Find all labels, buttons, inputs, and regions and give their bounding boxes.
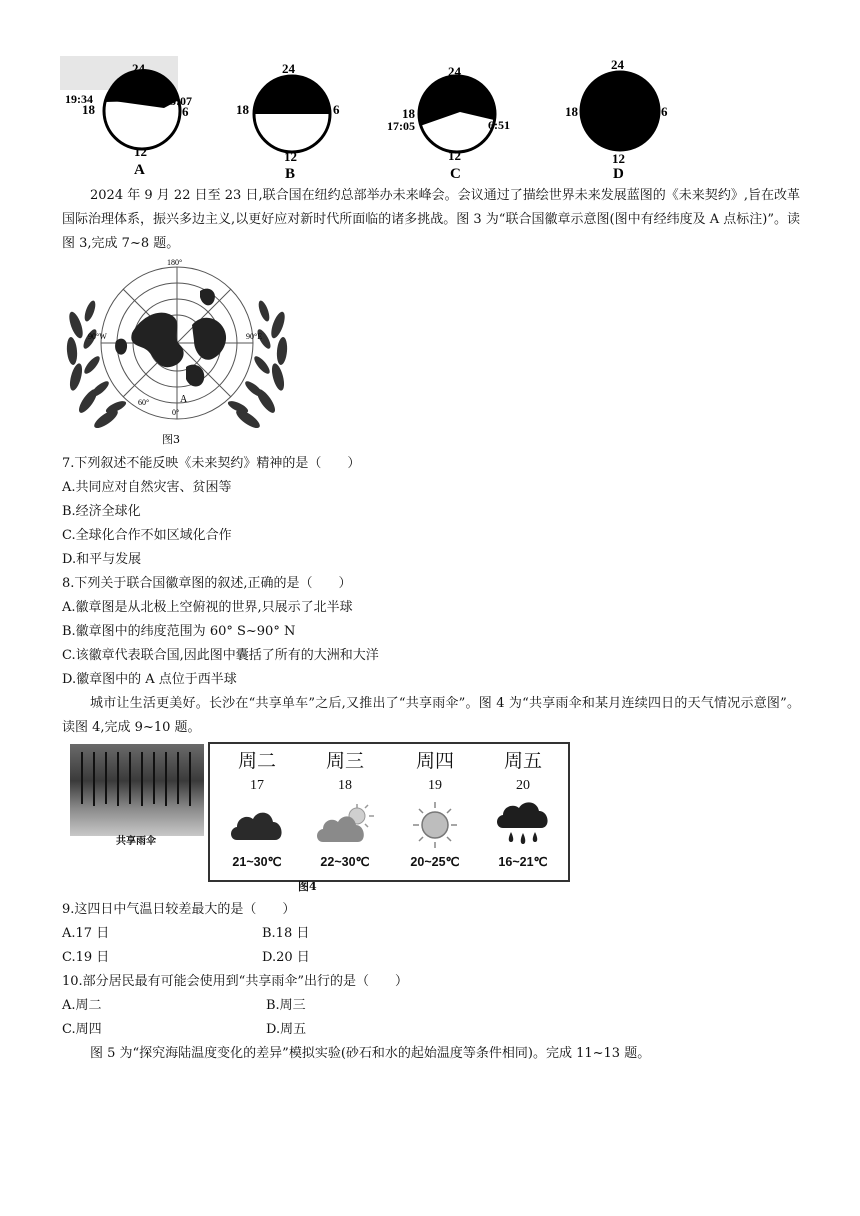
q9-option-b[interactable]: B.18 日: [262, 926, 310, 941]
weather-date-label: 18: [338, 778, 352, 793]
clock-a-extra-left: 19:34: [65, 92, 93, 106]
q9-option-a[interactable]: A.17 日: [62, 926, 110, 941]
weather-temp-label: 16~21℃: [498, 855, 548, 869]
q7-option-c[interactable]: C.全球化合作不如区域化合作: [62, 528, 232, 543]
laurel-left-icon: [66, 299, 128, 431]
q10-stem: 10.部分居民最有可能会使用到“共享雨伞”出行的是（ ）: [62, 974, 408, 989]
emblem-lon-left: 90°W: [88, 332, 107, 341]
clock-c-left: 18: [402, 106, 415, 121]
q7-stem: 7.下列叙述不能反映《未来契约》精神的是（ ）: [62, 456, 361, 471]
clock-c-extra-left: 17:05: [387, 119, 415, 133]
weather-temp-label: 21~30℃: [232, 855, 282, 869]
clock-c: [387, 64, 510, 180]
clock-b-label: B: [285, 166, 296, 180]
intro-paragraph: 2024 年 9 月 22 日至 23 日,联合国在纽约总部举办未来峰会。会议通过了描绘世界未来发展蓝图的《未来契约》,旨在改革国际治理体系，振兴多边主义,以更好应对新时代所面临的诸多挑战。图 3 为“联合国徽章示意图(图中有经纬度及 A 点标注)”。读图 3,完成 7~8 题。: [62, 188, 800, 251]
clock-b: [236, 61, 340, 180]
clock-c-extra-right: 6:51: [488, 118, 510, 132]
emblem-lat-label: 60°: [138, 398, 150, 407]
clock-a-right: 6: [182, 104, 189, 119]
q8-option-a[interactable]: A.徽章图是从北极上空俯视的世界,只展示了北半球: [62, 600, 353, 615]
weather-temp-label: 22~30℃: [320, 855, 370, 869]
sunny-icon: [405, 800, 465, 850]
clock-d-left: 18: [565, 104, 578, 119]
q9-stem: 9.这四日中气温日较差最大的是（ ）: [62, 902, 296, 917]
clock-c-right: 6: [490, 106, 497, 121]
q7-option-a[interactable]: A.共同应对自然灾害、贫困等: [62, 480, 232, 495]
clock-a-bottom: 12: [134, 144, 147, 159]
q8-option-b[interactable]: B.徽章图中的纬度范围为 60° S~90° N: [62, 624, 296, 639]
clock-d: [565, 57, 668, 180]
figure4-caption: 图4: [298, 880, 317, 893]
weather-day-tue: [214, 744, 300, 869]
laurel-right-icon: [226, 299, 288, 431]
weather-date-label: 19: [428, 778, 442, 793]
emblem-lon-right: 90°E: [246, 332, 263, 341]
clock-a-extra-right: 5:07: [170, 94, 192, 108]
emblem-bottom-lon: 0°: [172, 408, 180, 417]
partly-cloudy-icon: [315, 800, 375, 850]
un-emblem-figure: [62, 255, 292, 447]
weather-temp-label: 20~25℃: [410, 855, 460, 869]
clock-d-top: 24: [611, 57, 624, 72]
clock-a-label: A: [134, 162, 145, 178]
emblem-point-a: A: [180, 394, 188, 405]
weather-date-label: 20: [516, 778, 530, 793]
daylight-clock-diagrams: [60, 56, 680, 180]
clock-b-top: 24: [282, 61, 295, 76]
q8-stem: 8.下列关于联合国徽章图的叙述,正确的是（ ）: [62, 576, 352, 591]
q9-option-c[interactable]: C.19 日: [62, 950, 110, 965]
q8-option-c[interactable]: C.该徽章代表联合国,因此图中囊括了所有的大洲和大洋: [62, 648, 379, 663]
weather-day-label: 周二: [237, 750, 276, 772]
clock-b-right: 6: [333, 102, 340, 117]
cloudy-icon: [227, 800, 287, 850]
weather-panel: [208, 742, 570, 882]
clock-d-label: D: [613, 166, 624, 180]
final-paragraph: 图 5 为“探究海陆温度变化的差异”模拟实验(砂石和水的起始温度等条件相同)。完成 11~13 题。: [90, 1046, 651, 1061]
weather-day-label: 周五: [503, 750, 542, 772]
weather-day-thu: [392, 744, 478, 869]
clock-a-top: 24: [132, 61, 145, 76]
weather-date-label: 17: [250, 778, 264, 793]
q7-option-d[interactable]: D.和平与发展: [62, 552, 142, 567]
weather-day-wed: [302, 744, 388, 869]
clock-d-right: 6: [661, 104, 668, 119]
clock-a-left: 18: [82, 102, 95, 117]
q10-option-c[interactable]: C.周四: [62, 1022, 102, 1037]
clock-c-top: 24: [448, 64, 461, 79]
q9-option-d[interactable]: D.20 日: [262, 950, 310, 965]
weather-day-label: 周四: [415, 750, 454, 772]
clock-d-bottom: 12: [612, 151, 625, 166]
weather-day-fri: [480, 744, 566, 869]
umbrella-photo: [70, 744, 204, 836]
clock-c-bottom: 12: [448, 148, 461, 163]
q8-option-d[interactable]: D.徽章图中的 A 点位于西半球: [62, 672, 237, 687]
umbrella-paragraph: 城市让生活更美好。长沙在“共享单车”之后,又推出了“共享雨伞”。图 4 为“共享雨伞和某月连续四日的天气情况示意图”。读图 4,完成 9~10 题。: [62, 696, 800, 735]
weather-day-label: 周三: [325, 750, 364, 772]
q10-option-a[interactable]: A.周二: [62, 998, 102, 1013]
q10-option-b[interactable]: B.周三: [266, 998, 306, 1013]
clock-c-label: C: [450, 166, 461, 180]
q7-option-b[interactable]: B.经济全球化: [62, 504, 141, 519]
emblem-caption: 图3: [162, 433, 180, 446]
clock-b-bottom: 12: [284, 149, 297, 164]
clock-b-left: 18: [236, 102, 249, 117]
rain-icon: [493, 800, 553, 850]
q10-option-d[interactable]: D.周五: [266, 1022, 307, 1037]
emblem-lat-top: 180°: [167, 258, 183, 267]
umbrella-photo-caption: 共享雨伞: [116, 836, 156, 847]
